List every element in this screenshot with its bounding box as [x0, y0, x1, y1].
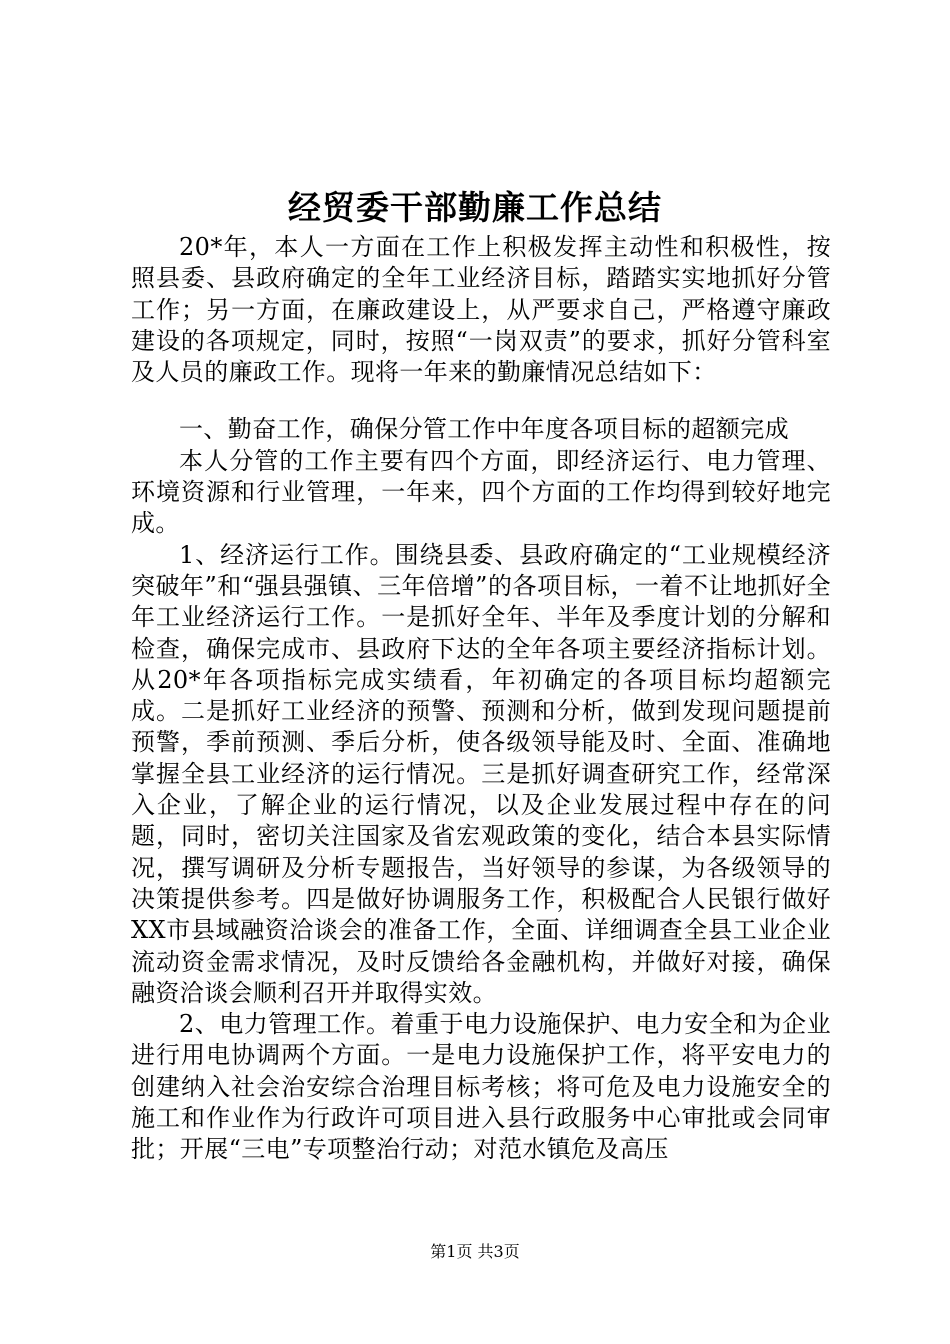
document-title: 经贸委干部勤廉工作总结 — [288, 188, 662, 227]
page-number-footer: 第1页 共3页 — [430, 1242, 520, 1261]
intro-paragraph: 20*年，本人一方面在工作上积极发挥主动性和积极性，按照县委、县政府确定的全年工业经济目标，踏踏实实地抓好分管工作；另一方面，在廉政建设上，从严要求自己，严格遵守廉政建设的各项规定，同时，按照“一岗双责”的要求，抓好分管科室及人员的廉政工作。现将一年来的勤廉情况总结如下： — [131, 233, 831, 387]
power-management-paragraph: 2、电力管理工作。着重于电力设施保护、电力安全和为企业进行用电协调两个方面。一是电力设施保护工作，将平安电力的创建纳入社会治安综合治理目标考核；将可危及电力设施安全的施工和作业作为行政许可项目进入县行政服务中心审批或会同审批；开展“三电”专项整治行动；对范水镇危及高压 — [131, 1010, 831, 1164]
economic-operation-paragraph: 1、经济运行工作。围绕县委、县政府确定的“工业规模经济突破年”和“强县强镇、三年倍增”的各项目标，一着不让地抓好全年工业经济运行工作。一是抓好全年、半年及季度计划的分解和检查，确保完成市、县政府下达的全年各项主要经济指标计划。从20*年各项指标完成实绩看，年初确定的各项目标均超额完成。二是抓好工业经济的预警、预测和分析，做到发现问题提前预警，季前预测、季后分析，使各级领导能及时、全面、准确地掌握全县工业经济的运行情况。三是抓好调查研究工作，经常深入企业，了解企业的运行情况，以及企业发展过程中存在的问题，同时，密切关注国家及省宏观政策的变化，结合本县实际情况，撰写调研及分析专题报告，当好领导的参谋，为各级领导的决策提供参考。四是做好协调服务工作，积极配合人民银行做好XX市县域融资洽谈会的准备工作，全面、详细调查全县工业企业流动资金需求情况，及时反馈给各金融机构，并做好对接，确保融资洽谈会顺利召开并取得实效。 — [131, 540, 831, 1007]
section-1-paragraph: 本人分管的工作主要有四个方面，即经济运行、电力管理、环境资源和行业管理，一年来，四个方面的工作均得到较好地完成。 — [131, 446, 831, 538]
section-heading-1: 一、勤奋工作，确保分管工作中年度各项目标的超额完成 — [179, 415, 789, 444]
document-body — [131, 232, 831, 1166]
